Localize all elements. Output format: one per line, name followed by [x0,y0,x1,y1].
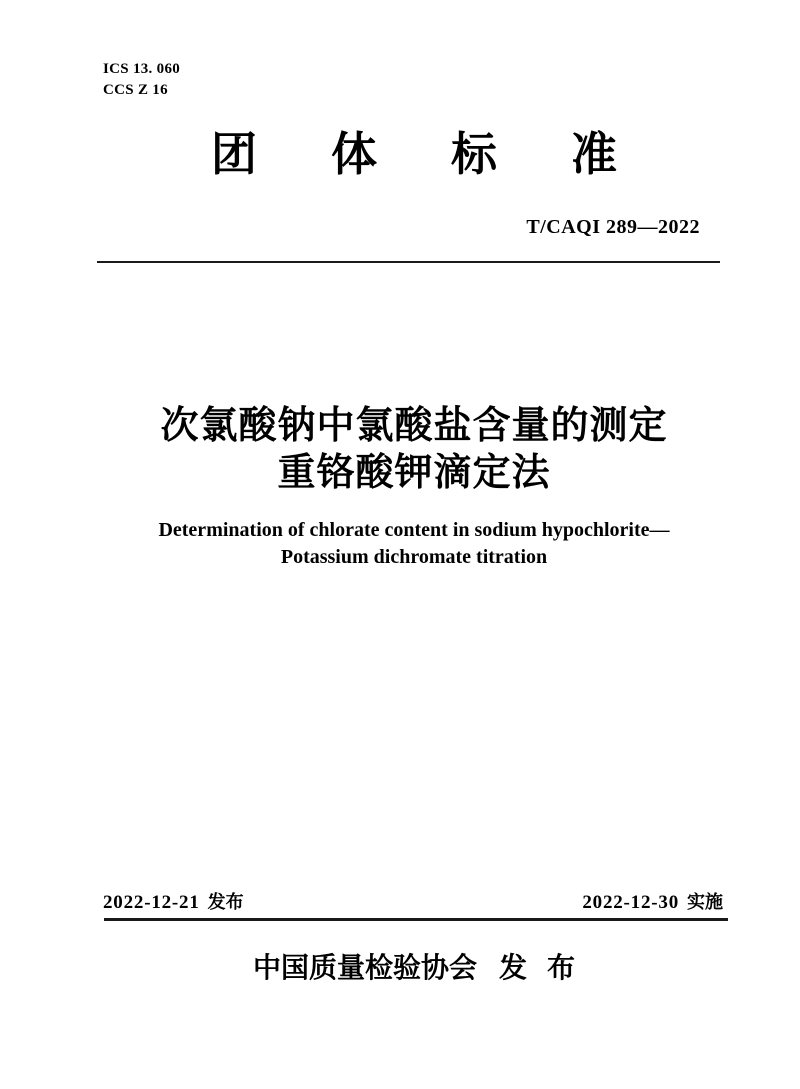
issue-label: 发布 [207,892,244,912]
implement-label: 实施 [687,892,723,912]
title-english-line-2: Potassium dichromate titration [280,546,548,568]
title-english-line-1: Determination of chlorate content in sodium hypochlorite— [158,519,670,541]
standard-type-heading [100,128,728,181]
title-english [100,517,728,571]
title-chinese [100,403,728,497]
publisher-name: 中国质量检验协会 [252,953,477,984]
standard-number: T/CAQI 289—2022 [526,216,700,238]
implement-date-group [582,888,723,914]
title-chinese-line-2: 重铬酸钾滴定法 [277,452,551,494]
dates-row [103,888,723,914]
issue-date: 2022-12-21 [103,892,200,913]
classification-codes [103,59,180,101]
publisher-line [100,946,728,986]
ics-code: ICS 13. 060 [103,61,181,77]
title-chinese-line-1: 次氯酸钠中氯酸盐含量的测定 [160,405,668,447]
issue-date-group [103,888,244,914]
standard-type-text: 团体标准 [211,128,691,180]
header-rule [97,261,720,263]
ccs-code: CCS Z 16 [103,82,168,98]
publisher-action: 发布 [499,953,596,984]
footer-rule [104,918,728,921]
implement-date: 2022-12-30 [582,892,679,913]
